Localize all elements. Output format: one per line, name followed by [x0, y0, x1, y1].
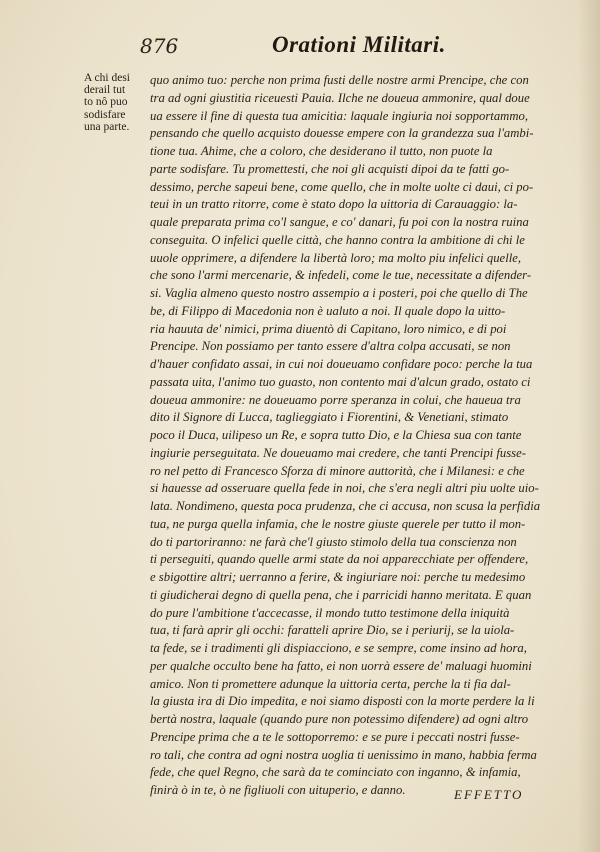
- text-line: ria hauuta de' nimici, prima diuentò di Capitano, loro nimico, e di poi: [150, 321, 507, 336]
- marginal-note-line: to nô puo: [84, 96, 128, 109]
- text-line: d'hauer confidato assai, in cui noi doueuamo confidare poco: perche la tua: [150, 357, 533, 371]
- text-line: be, di Filippo di Macedonia non è ualuto a noi. Il quale dopo la uitto-: [150, 303, 506, 318]
- text-line: ti giudicherai degno di quella pena, che i parricidi hanno meritata. E quan: [150, 587, 532, 602]
- catchword: EFFETTO: [454, 787, 524, 802]
- text-line: ta fede, se i tradimenti gli dispiacciono, e se sempre, come insino ad hora,: [150, 641, 527, 655]
- text-line: doueua ammonire: ne doueuamo porre speranza in colui, che haueua tra: [150, 392, 521, 407]
- text-line: dito il Signore di Lucca, taglieggiato i Fiorentini, & Venetiani, stimato: [150, 410, 509, 425]
- text-line: ingiurie perseguitata. Ne doueuamo mai credere, che tanti Prencipi fusse-: [150, 445, 526, 460]
- text-line: lata. Nondimeno, questa poca prudenza, che ci accusa, non scusa la perfidia: [150, 499, 541, 513]
- text-line: ro tali, che contra ad ogni nostra uoglia ti uenissimo in mano, habbia ferma: [150, 747, 537, 762]
- text-line: per qualche occulto bene ha fatto, ei non uorrà essere de' maluagi huomini: [150, 658, 532, 673]
- text-line: teui in un tratto ritorre, come è stato dopo la uittoria di Carauaggio: la-: [150, 197, 518, 212]
- text-line: uuole opprimere, a difendere la libertà loro; ma molto piu infelici quelle,: [150, 250, 522, 265]
- text-line: poco il Duca, uilipeso un Re, e sopra tutto Dio, e la Chiesa sua con tante: [150, 428, 522, 442]
- text-line: ro nel petto di Francesco Sforza di minore auttorità, che i Milanesi: e che: [150, 463, 525, 478]
- text-line: amico. Non ti promettere adunque la uittoria certa, perche la ti fia dal-: [150, 676, 511, 691]
- marginal-note-line: derail tut: [84, 84, 126, 97]
- text-line: finirà ò in te, ò ne figliuoli con uituperio, e danno.: [150, 783, 406, 797]
- marginal-note-line: A chi desi: [84, 72, 130, 84]
- marginal-note-line: sodisfare: [84, 108, 126, 121]
- page-header: [140, 30, 570, 64]
- text-line: Prencipe. Non possiamo per tanto essere d'altra colpa accusati, se non: [150, 339, 511, 354]
- text-line: do pure l'ambitione t'accecasse, il mondo tutto testimone della iniquità: [150, 605, 510, 620]
- body-text: [150, 72, 576, 800]
- text-line: bertà nostra, laquale (quando pure non potessimo difendere) ad ogni altro: [150, 712, 529, 726]
- text-line: pensando che quello acquisto douesse empere con la grandezza sua l'ambi-: [150, 126, 534, 141]
- text-line: dessimo, perche sapeui bene, come quello, che in molte uolte ci daui, ci po-: [150, 179, 534, 194]
- page-edge-shadow: [578, 0, 600, 852]
- text-line: si. Vaglia almeno questo nostro assempio a i posteri, poi che quello di The: [150, 286, 528, 300]
- text-line: parte sodisfare. Tu promettesti, che noi gli acquisti dipoi da te fatti go-: [150, 161, 510, 176]
- text-line: Prencipe prima che a te le sottoporremo: e se pure i peccati nostri fusse-: [150, 729, 520, 744]
- text-line: quale preparata prima co'l sangue, e co' danari, fu poi con la nostra ruina: [150, 215, 529, 229]
- text-line: ti perseguiti, quando quelle armi state da noi apparecchiate per offendere,: [150, 552, 529, 567]
- text-line: che sono l'armi mercenarie, & infedeli, come le tue, necessitate a difender-: [150, 268, 532, 283]
- text-line: fede, che quel Regno, che sarà da te cominciato con inganno, & infamia,: [150, 765, 521, 780]
- text-line: passata uita, l'animo tuo guasto, non contento mai d'alcun grado, ostato ci: [150, 374, 531, 389]
- marginal-note: [84, 72, 148, 133]
- text-line: tua, ti farà aprir gli occhi: faratteli aprire Dio, se i periurij, se la uiola-: [150, 623, 515, 638]
- text-line: do ti partoriranno: ne farà che'l giusto stimolo della tua conscienza non: [150, 534, 517, 549]
- text-line: quo animo tuo: perche non prima fusti delle nostre armi Prencipe, che con: [150, 73, 529, 87]
- text-line: tione tua. Ahime, che a coloro, che desiderano il tutto, non puote la: [150, 144, 493, 158]
- text-line: conseguita. O infelici quelle città, che hanno contra la ambitione di chi le: [150, 232, 525, 247]
- text-line: ua essere il fine di questa tua amicitia: laquale ingiuria noi sopportammo,: [150, 108, 529, 123]
- page-number: 876: [140, 34, 179, 58]
- text-line: e sbigottire altri; uerranno a ferire, & ingiuriare noi: perche tu medesimo: [150, 570, 526, 584]
- marginal-note-line: una parte.: [84, 120, 130, 133]
- text-line: tra ad ogni giustitia riceuesti Pauia. Ilche ne doueua ammonire, qual doue: [150, 90, 530, 105]
- text-line: si hauesse ad osseruare quella fede in noi, che s'era negli altri piu uolte uio-: [150, 481, 539, 496]
- text-line: tua, ne purga quella infamia, che le nostre giuste querele per tutto il mon-: [150, 516, 526, 531]
- running-title: Orationi Militari.: [272, 32, 446, 57]
- text-line: la giusta ira di Dio impedita, e noi siamo disposti con la morte perdere la li: [150, 694, 535, 709]
